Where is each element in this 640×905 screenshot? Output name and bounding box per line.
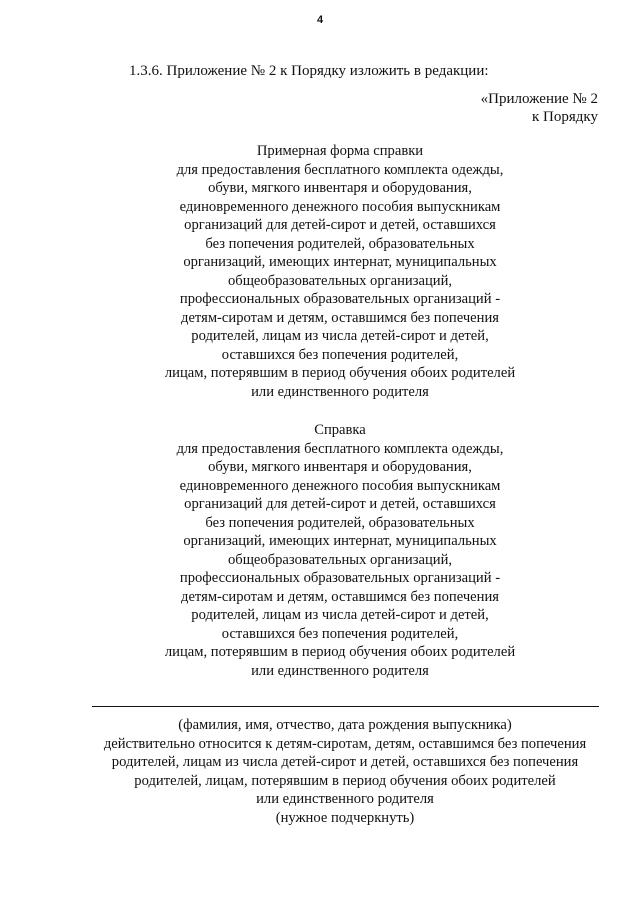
sample-form-heading	[0, 142, 640, 401]
text-line: без попечения родителей, образовательных	[205, 514, 475, 531]
appendix-label-line1: «Приложение № 2	[480, 91, 598, 107]
certificate-heading	[0, 421, 640, 680]
text-line: Примерная форма справки	[256, 143, 424, 159]
text-line: оставшихся без попечения родителей,	[221, 346, 459, 363]
text-line: детям-сиротам и детям, оставшимся без попечения	[181, 588, 499, 605]
text-line: обуви, мягкого инвентаря и оборудования,	[208, 180, 472, 196]
text-line: организаций, имеющих интернат, муниципальных	[183, 533, 497, 549]
text-line: родителей, лицам из числа детей-сирот и детей,	[191, 607, 489, 623]
text-line: общеобразовательных организаций,	[227, 551, 453, 568]
text-line: организаций, имеющих интернат, муниципальных	[183, 254, 497, 270]
text-line: для предоставления бесплатного комплекта одежды,	[176, 161, 504, 178]
text-line: единовременного денежного пособия выпускникам	[179, 198, 501, 215]
certificate-body	[0, 716, 640, 827]
text-line: действительно относится к детям-сиротам, детям, оставшимся без попечения	[103, 735, 587, 752]
text-line: родителей, лицам, потерявшим в период обучения обоих родителей	[134, 772, 556, 789]
text-line: или единственного родителя	[256, 791, 434, 807]
text-line: профессиональных образовательных организаций -	[179, 570, 501, 586]
text-line: детям-сиротам и детям, оставшимся без попечения	[181, 309, 499, 326]
text-line: Справка	[314, 422, 366, 438]
text-line: единовременного денежного пособия выпускникам	[179, 477, 501, 494]
appendix-label-line2: к Порядку	[532, 109, 598, 125]
text-line: или единственного родителя	[251, 662, 429, 679]
text-line: (нужное подчеркнуть)	[275, 809, 415, 826]
text-line: оставшихся без попечения родителей,	[221, 625, 459, 642]
appendix-label	[481, 90, 598, 126]
text-line: обуви, мягкого инвентаря и оборудования,	[208, 459, 472, 475]
text-line: родителей, лицам из числа детей-сирот и детей,	[191, 328, 489, 344]
text-line: организаций для детей-сирот и детей, оставшихся	[184, 496, 496, 512]
text-line: лицам, потерявшим в период обучения обоих родителей	[164, 365, 516, 381]
text-line: организаций для детей-сирот и детей, оставшихся	[184, 217, 496, 233]
clause-text: 1.3.6. Приложение № 2 к Порядку изложить в редакции:	[129, 63, 489, 79]
text-line: лицам, потерявшим в период обучения обоих родителей	[164, 644, 516, 660]
text-line: для предоставления бесплатного комплекта одежды,	[176, 440, 504, 457]
text-line: общеобразовательных организаций,	[227, 272, 453, 289]
text-line: профессиональных образовательных организаций -	[179, 291, 501, 307]
text-line: родителей, лицам из числа детей-сирот и детей, оставшихся без попечения	[111, 754, 579, 770]
page-number: 4	[316, 14, 324, 26]
text-line: (фамилия, имя, отчество, дата рождения выпускника)	[178, 717, 512, 733]
name-fill-in-line	[92, 706, 599, 707]
text-line: без попечения родителей, образовательных	[205, 235, 475, 252]
text-line: или единственного родителя	[251, 383, 429, 400]
